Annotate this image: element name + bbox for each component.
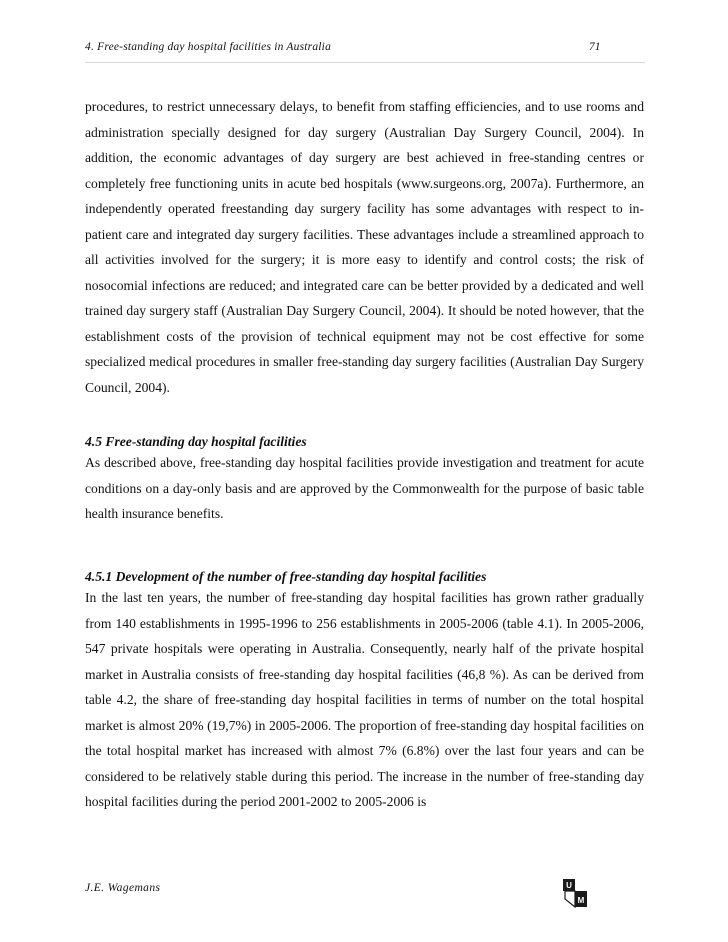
footer-author: J.E. Wagemans [85, 882, 161, 894]
section-heading: 4.5 Free-standing day hospital facilities [85, 434, 307, 449]
body-paragraph-3: In the last ten years, the number of free-standing day hospital facilities has grown rather gradually from 140 establishments in 1995-1996 to 256 establishments in 2005-2006 (table 4.1). In 2005-2006, 547 private hospitals were operating in Australia. Consequently, nearly half of the private hospital market in Australia consists of free-standing day hospital facilities (46,8 %). As can be derived from table 4.2, the share of free-standing day hospital facilities in terms of number on the total hospital market is almost 20% (19,7%) in 2005-2006. The proportion of free-standing day hospital facilities on the total hospital market has increased with almost 7% (6.8%) over the last four years and can be considered to be relatively stable during this period. The increase in the number of free-standing day hospital facilities during the period 2001-2002 to 2005-2006 is [85, 590, 644, 809]
running-header [85, 41, 645, 59]
header-divider [85, 62, 645, 63]
page-number: 71 [589, 41, 601, 53]
body-paragraph-1: procedures, to restrict unnecessary delays, to benefit from staffing efficiencies, and to use rooms and administration specially designed for day surgery (Australian Day Surgery Council, 2004). In addition, the economic advantages of day surgery are best achieved in free-standing centres or completely free functioning units in acute bed hospitals (www.surgeons.org, 2007a). Furthermore, an independently operated freestanding day surgery facility has some advantages with respect to in-patient care and integrated day surgery facilities. These advantages include a streamlined approach to all activities involved for the surgery; it is more easy to identify and control costs; the risk of nosocomial infections are reduced; and integrated care can be better provided by a dedicated and well trained day surgery staff (Australian Day Surgery Council, 2004). It should be noted however, that the establishment costs of the provision of technical equipment may not be cost effective for some specialized medical procedures in smaller free-standing day surgery facilities (Australian Day Surgery Council, 2004). [85, 99, 644, 395]
university-maastricht-logo-icon [562, 877, 588, 909]
running-header-title: 4. Free-standing day hospital facilities in Australia [85, 41, 332, 53]
svg-text:M: M [577, 896, 585, 905]
svg-text:U: U [566, 881, 572, 890]
subsection-heading: 4.5.1 Development of the number of free-standing day hospital facilities [85, 569, 487, 584]
body-paragraph-2: As described above, free-standing day hospital facilities provide investigation and treatment for acute conditions on a day-only basis and are approved by the Commonwealth for the purpose of basic table health insurance benefits. [85, 455, 644, 521]
